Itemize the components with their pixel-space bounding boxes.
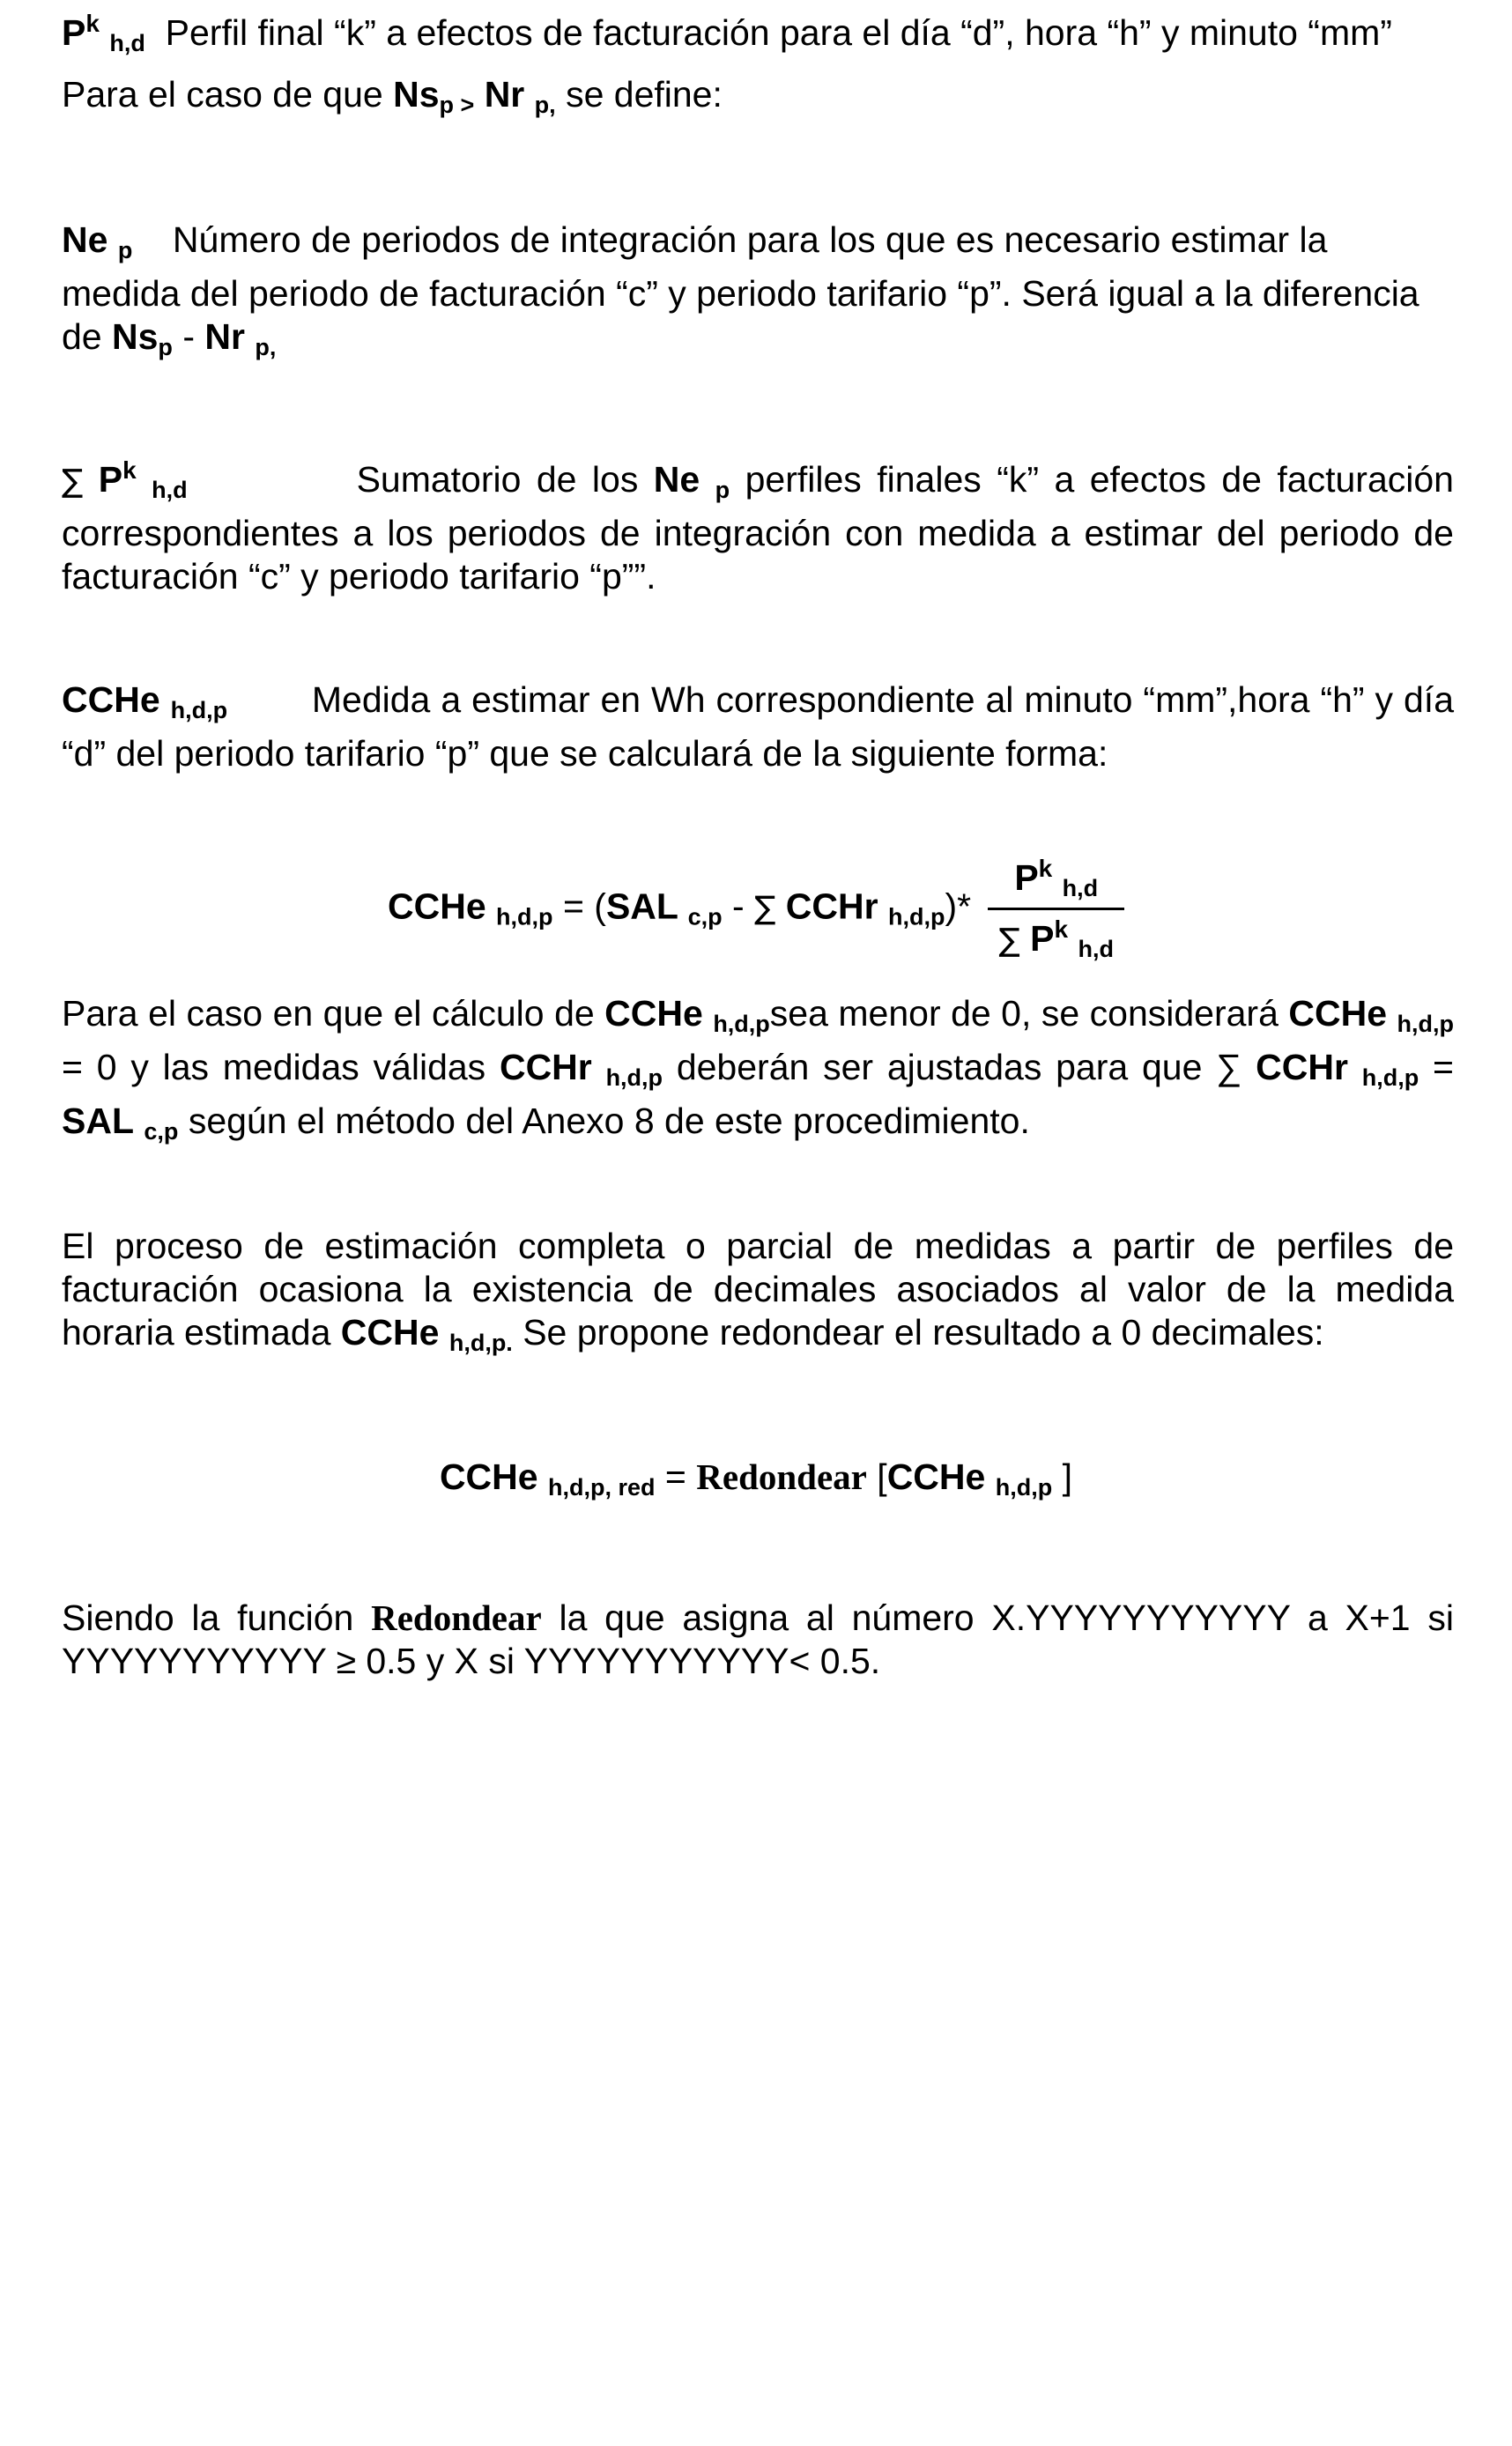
neg-t6: según el método del Anexo 8 de este procedimiento. [178, 1101, 1030, 1141]
nep-nr-sub: p, [255, 334, 277, 360]
f1-lhs: CCHe [388, 886, 486, 927]
f1-open: ( [594, 886, 606, 927]
nep-symbol: Ne [62, 219, 108, 260]
sum-ne: Ne [653, 459, 700, 500]
case-nr: Nr [484, 74, 525, 115]
cche-symbol: CCHe [62, 679, 160, 720]
sum-ne-sub: p [715, 477, 730, 503]
f1-num-sup: k [1038, 855, 1053, 882]
nep-nr: Nr [204, 316, 245, 357]
f2-arg: CCHe [886, 1456, 986, 1497]
para-function [62, 1597, 1454, 1683]
case-ns: Ns [393, 74, 440, 115]
neg-t5: = [1419, 1047, 1454, 1087]
sum-sup: k [122, 456, 137, 484]
def-cche [62, 678, 1454, 775]
neg-cchr2: CCHr [1256, 1047, 1348, 1087]
neg-t4: deberán ser ajustadas para que ∑ [663, 1047, 1256, 1087]
neg-cche2-sub: h,d,p [1397, 1011, 1454, 1037]
sum-text2: perfiles finales “k” a efectos de facturación correspondientes a los periodos de integración con medida a estimar del periodo de facturación “c” y periodo tarifario “p””. [62, 459, 1454, 597]
case-pre: Para el caso de que [62, 74, 394, 115]
f1-eq: = [562, 886, 584, 927]
neg-cche2: CCHe [1288, 993, 1388, 1034]
round-t2: Se propone redondear el resultado a 0 decimales: [512, 1312, 1324, 1353]
para-negative [62, 992, 1454, 1153]
f2-lhs: CCHe [439, 1456, 538, 1497]
f1-sal-sub: c,p [687, 903, 723, 930]
case-line [62, 73, 1454, 127]
f1-sal: SAL [605, 886, 678, 927]
nep-sub: p [117, 237, 133, 263]
case-post: se define: [566, 74, 723, 115]
f1-cchr-sub: h,d,p [887, 903, 945, 930]
f1-minus: - [732, 886, 745, 927]
nep-ns-sub: p [158, 334, 173, 360]
para-rounding [62, 1225, 1454, 1365]
sum-sub: h,d [152, 477, 188, 503]
def-pk [62, 2, 1454, 65]
round-t1: El proceso de estimación completa o parcial de medidas a partir de perfiles de facturación ocasiona la existencia de decimales asociados al valor de la medida horaria estimada [62, 1226, 1454, 1353]
neg-cchr2-sub: h,d,p [1361, 1064, 1419, 1091]
f1-close: )* [945, 886, 972, 927]
neg-cchr-sub: h,d,p [605, 1064, 663, 1091]
neg-cche: CCHe [604, 993, 703, 1034]
f1-num: P [1014, 857, 1039, 898]
f2-eq: = [664, 1456, 686, 1497]
pk-sub: h,d [109, 30, 145, 56]
f1-cchr: CCHr [785, 886, 878, 927]
sum-sigma: ∑ [62, 463, 84, 500]
formula-estimate [0, 855, 1512, 963]
case-nr-sub: p, [534, 92, 556, 118]
f1-numerator [988, 855, 1124, 910]
round-cche-sub: h,d,p. [448, 1330, 513, 1356]
nep-ns: Ns [112, 316, 159, 357]
def-nep [62, 219, 1454, 369]
round-cche: CCHe [340, 1312, 440, 1353]
neg-cchr: CCHr [499, 1047, 592, 1087]
cche-sub: h,d,p [170, 697, 228, 723]
f1-lhs-sub: h,d,p [496, 903, 553, 930]
f1-sigma: ∑ [754, 890, 776, 927]
f1-num-sub: h,d [1062, 875, 1099, 901]
neg-t2: sea menor de 0, se considerará [769, 993, 1289, 1034]
def-sum [62, 448, 1454, 598]
case-ns-sub: p > [439, 92, 475, 118]
nep-dash: - [182, 316, 195, 357]
sum-symbol: P [98, 459, 123, 500]
neg-sal: SAL [62, 1101, 134, 1141]
f1-den-sup: k [1054, 915, 1069, 943]
func-t1: Siendo la función [62, 1597, 372, 1638]
f2-close: ] [1062, 1456, 1073, 1497]
neg-sal-sub: c,p [144, 1118, 179, 1145]
neg-t1: Para el caso en que el cálculo de [62, 993, 605, 1034]
sum-text1: Sumatorio de los [356, 459, 654, 500]
pk-text: Perfil final “k” a efectos de facturación para el día “d”, hora “h” y minuto “mm” [165, 12, 1392, 53]
f1-fraction [988, 855, 1124, 963]
pk-sup: k [85, 10, 100, 37]
f2-lhs-sub: h,d,p, red [548, 1474, 656, 1501]
func-t2: la que asigna al número X.YYYYYYYYYYY a X+1 si YYYYYYYYYYY ≥ 0.5 y X si YYYYYYYYYYY< 0.5. [62, 1597, 1454, 1681]
f1-den-sigma: ∑ [998, 923, 1020, 959]
f1-den: P [1030, 918, 1055, 959]
f1-den-sub: h,d [1078, 936, 1114, 962]
f1-denominator [988, 910, 1124, 963]
func-name: Redondear [371, 1597, 542, 1638]
cche-text: Medida a estimar en Wh correspondiente al minuto “mm”,hora “h” y día “d” del periodo tarifario “p” que se calculará de la siguiente forma: [62, 679, 1454, 774]
f2-fn: Redondear [696, 1456, 867, 1497]
pk-symbol: P [62, 12, 86, 53]
f2-arg-sub: h,d,p [995, 1474, 1053, 1501]
neg-cche-sub: h,d,p [713, 1011, 770, 1037]
nep-text: Número de periodos de integración para los que es necesario estimar la medida del periodo de facturación “c” y periodo tarifario “p”. Será igual a la diferencia de [62, 219, 1419, 357]
neg-t3: = 0 y las medidas válidas [62, 1047, 500, 1087]
formula-round [0, 1456, 1512, 1501]
f2-open: [ [877, 1456, 887, 1497]
